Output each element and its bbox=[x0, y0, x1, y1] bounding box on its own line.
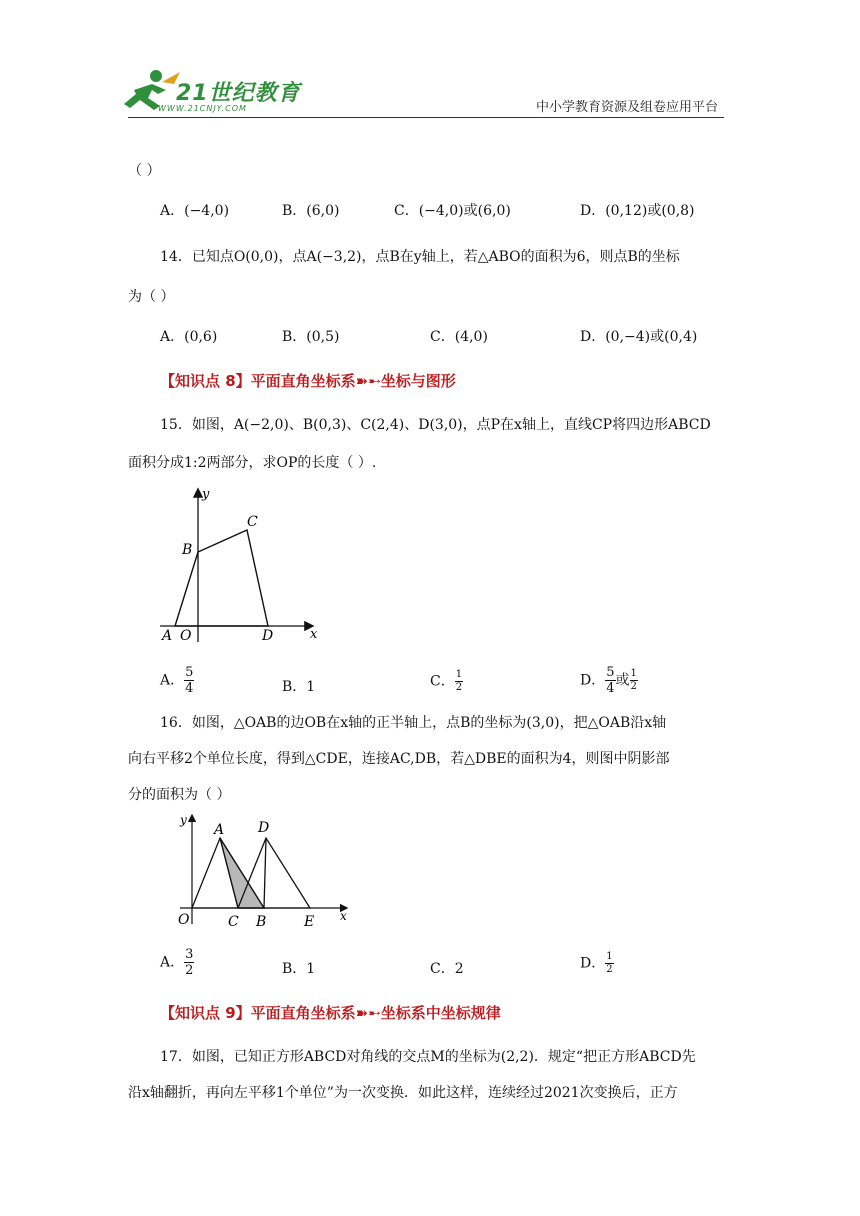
q16-option-c: C．2 bbox=[430, 961, 464, 977]
q16-stem-line1: 16．如图，△OAB的边OB在x轴的正半轴上，点B的坐标为(3,0)，把△OAB沿x轴 bbox=[160, 715, 667, 731]
q16-option-a: A． $\frac{3}{2}$ bbox=[160, 947, 194, 978]
q15-option-a: A． $\frac{5}{4}$ bbox=[160, 665, 194, 696]
q13-option-b: B．(6,0) bbox=[282, 203, 340, 219]
q16-stem-line2: 向右平移2个单位长度，得到△CDE，连接AC,DB，若△DBE的面积为4，则图中阴影部 bbox=[128, 751, 670, 767]
q15-label-d: D bbox=[262, 628, 274, 644]
q15-label-b: B bbox=[182, 542, 193, 558]
q15-label-y: y bbox=[202, 487, 210, 502]
q17-stem-line2: 沿x轴翻折，再向左平移1个单位”为一次变换．如此这样，连续经过2021次变换后，正方 bbox=[128, 1085, 678, 1101]
q16-label-o: O bbox=[178, 912, 190, 928]
q15-label-c: C bbox=[247, 514, 258, 530]
q13-stem-tail: （ ） bbox=[128, 163, 161, 179]
logo-text: 21世纪教育 bbox=[176, 81, 301, 106]
platform-name: 中小学教育资源及组卷应用平台 bbox=[536, 100, 719, 115]
section-heading-9: 【知识点 9】平面直角坐标系➽➸坐标系中坐标规律 bbox=[160, 1004, 501, 1022]
q16-stem-line3: 分的面积为（ ） bbox=[128, 787, 231, 803]
q14-option-d: D．(0,−4)或(0,4) bbox=[580, 329, 698, 345]
q17-stem-line1: 17．如图，已知正方形ABCD对角线的交点M的坐标为(2,2)．规定“把正方形ABCD先 bbox=[160, 1049, 696, 1065]
q15-option-b: B．1 bbox=[282, 679, 316, 695]
q16-label-x: x bbox=[340, 909, 347, 923]
q16-label-a: A bbox=[214, 822, 225, 838]
q16-figure bbox=[170, 808, 356, 932]
q14-option-b: B．(0,5) bbox=[282, 329, 340, 345]
q15-option-d: D． $\frac{5}{4}$ 或 $\frac{1}{2}$ bbox=[580, 665, 637, 696]
q15-stem-line1: 15．如图，A(−2,0)、B(0,3)、C(2,4)、D(3,0)，点P在x轴上，直线CP将四边形ABCD bbox=[160, 417, 711, 433]
q16-label-c: C bbox=[228, 914, 239, 930]
q16-segment-db bbox=[264, 838, 266, 908]
q16-label-y: y bbox=[180, 813, 187, 827]
q16-option-b: B．1 bbox=[282, 961, 316, 977]
q14-stem-line1: 14．已知点O(0,0)，点A(−3,2)，点B在y轴上，若△ABO的面积为6，则点B的坐标 bbox=[160, 249, 680, 265]
q15-label-a: A bbox=[162, 628, 173, 644]
q14-stem-line2: 为（ ） bbox=[128, 289, 175, 305]
q16-label-e: E bbox=[304, 914, 315, 930]
q15-stem-line2: 面积分成1:2两部分，求OP的长度（ ）. bbox=[128, 455, 377, 471]
q13-option-d: D．(0,12)或(0,8) bbox=[580, 203, 695, 219]
q15-label-x: x bbox=[310, 627, 318, 642]
q13-option-a: A．(−4,0) bbox=[160, 203, 230, 219]
section-heading-8: 【知识点 8】平面直角坐标系➽➸坐标与图形 bbox=[160, 372, 456, 390]
q16-label-d: D bbox=[258, 820, 270, 836]
q16-option-d: D． $\frac{1}{2}$ bbox=[580, 951, 613, 975]
q15-option-c: C． $\frac{1}{2}$ bbox=[430, 669, 463, 693]
q13-option-c: C．(−4,0)或(6,0) bbox=[394, 203, 511, 219]
header bbox=[0, 0, 860, 120]
q16-label-b: B bbox=[256, 914, 267, 930]
q15-label-o: O bbox=[180, 628, 192, 644]
header-divider bbox=[128, 117, 724, 118]
q14-option-c: C．(4,0) bbox=[430, 329, 488, 345]
q14-option-a: A．(0,6) bbox=[160, 329, 218, 345]
logo-url: WWW.21CNJY.COM bbox=[158, 104, 247, 113]
q15-figure bbox=[150, 484, 330, 646]
